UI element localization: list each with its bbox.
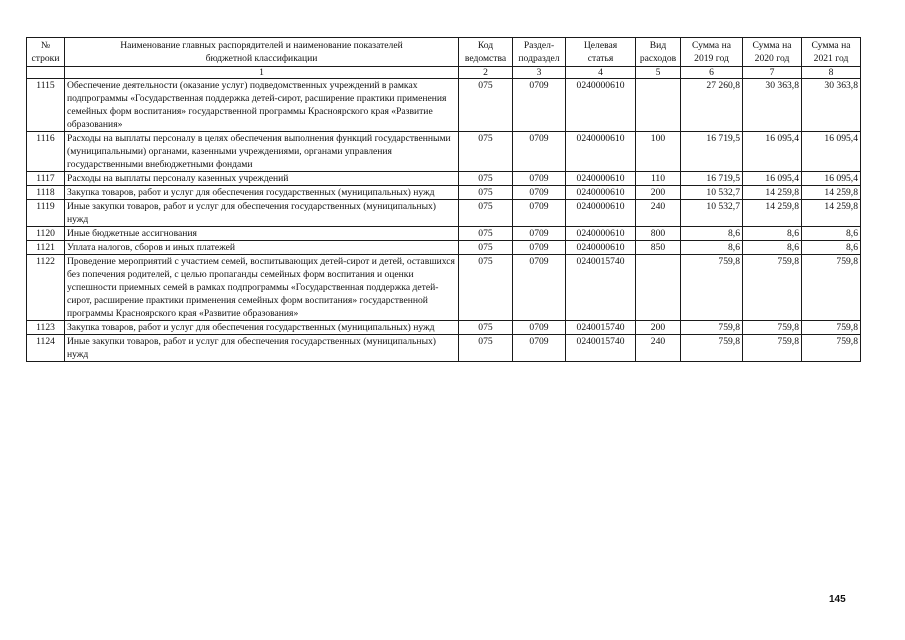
row-sum-2020: 759,8: [743, 335, 802, 362]
row-sum-2019: 759,8: [681, 321, 743, 335]
row-target-article: 0240000610: [566, 186, 636, 200]
table-row: [27, 172, 861, 186]
row-sum-2019: 759,8: [681, 255, 743, 321]
row-number: 1122: [27, 255, 65, 321]
row-section: 0709: [513, 186, 566, 200]
row-department-code: 075: [459, 227, 513, 241]
page-number: 145: [829, 594, 846, 605]
row-number: 1118: [27, 186, 65, 200]
row-expense-type: 240: [636, 200, 681, 227]
row-target-article: 0240000610: [566, 132, 636, 172]
table-row: [27, 321, 861, 335]
row-expense-type: 240: [636, 335, 681, 362]
row-sum-2020: 8,6: [743, 227, 802, 241]
row-name: Иные закупки товаров, работ и услуг для обеспечения государственных (муниципальных) нужд: [65, 335, 459, 362]
row-section: 0709: [513, 241, 566, 255]
column-number: 4: [566, 67, 636, 79]
table-row: [27, 132, 861, 172]
row-expense-type: [636, 79, 681, 132]
row-sum-2020: 759,8: [743, 321, 802, 335]
row-sum-2019: 16 719,5: [681, 172, 743, 186]
row-sum-2019: 8,6: [681, 227, 743, 241]
column-number: 2: [459, 67, 513, 79]
column-number-row: [27, 67, 861, 79]
row-department-code: 075: [459, 172, 513, 186]
header-sum-2021: Сумма на 2021 год: [802, 38, 861, 67]
row-section: 0709: [513, 200, 566, 227]
row-sum-2019: 8,6: [681, 241, 743, 255]
header-sum-2020: Сумма на 2020 год: [743, 38, 802, 67]
row-sum-2019: 10 532,7: [681, 200, 743, 227]
row-sum-2019: 16 719,5: [681, 132, 743, 172]
row-section: 0709: [513, 79, 566, 132]
row-target-article: 0240000610: [566, 172, 636, 186]
row-target-article: 0240000610: [566, 200, 636, 227]
row-name: Закупка товаров, работ и услуг для обеспечения государственных (муниципальных) нужд: [65, 321, 459, 335]
column-number: 6: [681, 67, 743, 79]
row-department-code: 075: [459, 255, 513, 321]
column-number: 7: [743, 67, 802, 79]
row-expense-type: 200: [636, 321, 681, 335]
row-number: 1121: [27, 241, 65, 255]
header-section: Раздел- подраздел: [513, 38, 566, 67]
table-row: [27, 186, 861, 200]
row-sum-2020: 30 363,8: [743, 79, 802, 132]
row-number: 1124: [27, 335, 65, 362]
row-name: Уплата налогов, сборов и иных платежей: [65, 241, 459, 255]
row-department-code: 075: [459, 186, 513, 200]
row-sum-2021: 759,8: [802, 321, 861, 335]
row-target-article: 0240015740: [566, 335, 636, 362]
row-sum-2020: 14 259,8: [743, 200, 802, 227]
row-section: 0709: [513, 335, 566, 362]
row-expense-type: [636, 255, 681, 321]
row-name: Проведение мероприятий с участием семей, воспитывающих детей-сирот и детей, оставшихся без попечения родителей, с целью пропаганды семейных форм воспитания и оценки успешности приемных семей в рамках подпрограммы «Государственная поддержка детей-сирот, расширение практики применения семейных форм воспитания» государственной программы Красноярского края «Развитие образования»: [65, 255, 459, 321]
row-expense-type: 110: [636, 172, 681, 186]
row-name: Закупка товаров, работ и услуг для обеспечения государственных (муниципальных) нужд: [65, 186, 459, 200]
row-name: Иные закупки товаров, работ и услуг для обеспечения государственных (муниципальных) нужд: [65, 200, 459, 227]
row-target-article: 0240000610: [566, 241, 636, 255]
row-sum-2021: 759,8: [802, 255, 861, 321]
row-target-article: 0240015740: [566, 255, 636, 321]
column-number: 1: [65, 67, 459, 79]
row-department-code: 075: [459, 241, 513, 255]
header-expense-type: Вид расходов: [636, 38, 681, 67]
row-name: Расходы на выплаты персоналу казенных учреждений: [65, 172, 459, 186]
row-target-article: 0240000610: [566, 227, 636, 241]
row-sum-2020: 16 095,4: [743, 132, 802, 172]
header-name: Наименование главных распорядителей и наименование показателей бюджетной классификации: [65, 38, 459, 67]
row-sum-2021: 16 095,4: [802, 132, 861, 172]
row-department-code: 075: [459, 335, 513, 362]
row-number: 1116: [27, 132, 65, 172]
table-row: [27, 255, 861, 321]
column-number: 3: [513, 67, 566, 79]
row-expense-type: 800: [636, 227, 681, 241]
row-section: 0709: [513, 255, 566, 321]
row-sum-2019: 10 532,7: [681, 186, 743, 200]
row-target-article: 0240015740: [566, 321, 636, 335]
row-department-code: 075: [459, 79, 513, 132]
row-sum-2020: 759,8: [743, 255, 802, 321]
row-name: Обеспечение деятельности (оказание услуг) подведомственных учреждений в рамках подпрограммы «Государственная поддержка детей-сирот, расширение практики применения семейных форм воспитания» государственной программы Красноярского края «Развитие образования»: [65, 79, 459, 132]
row-section: 0709: [513, 321, 566, 335]
row-number: 1115: [27, 79, 65, 132]
row-number: 1120: [27, 227, 65, 241]
table-row: [27, 335, 861, 362]
row-sum-2021: 30 363,8: [802, 79, 861, 132]
row-department-code: 075: [459, 321, 513, 335]
header-row: [27, 38, 861, 67]
row-expense-type: 850: [636, 241, 681, 255]
row-sum-2021: 14 259,8: [802, 200, 861, 227]
row-section: 0709: [513, 172, 566, 186]
row-department-code: 075: [459, 132, 513, 172]
row-sum-2021: 16 095,4: [802, 172, 861, 186]
header-sum-2019: Сумма на 2019 год: [681, 38, 743, 67]
row-sum-2020: 14 259,8: [743, 186, 802, 200]
table-row: [27, 241, 861, 255]
table-row: [27, 227, 861, 241]
row-sum-2021: 14 259,8: [802, 186, 861, 200]
row-sum-2019: 27 260,8: [681, 79, 743, 132]
row-number: 1119: [27, 200, 65, 227]
row-number: 1123: [27, 321, 65, 335]
row-expense-type: 100: [636, 132, 681, 172]
row-expense-type: 200: [636, 186, 681, 200]
row-sum-2019: 759,8: [681, 335, 743, 362]
header-target: Целевая статья: [566, 38, 636, 67]
row-number: 1117: [27, 172, 65, 186]
row-name: Иные бюджетные ассигнования: [65, 227, 459, 241]
row-target-article: 0240000610: [566, 79, 636, 132]
header-row-no: № строки: [27, 38, 65, 67]
table-row: [27, 200, 861, 227]
row-sum-2020: 8,6: [743, 241, 802, 255]
budget-table: [26, 37, 861, 362]
row-section: 0709: [513, 132, 566, 172]
row-name: Расходы на выплаты персоналу в целях обеспечения выполнения функций государственными (муниципальными) органами, казенными учреждениями, органами управления государственными внебюджетными фондами: [65, 132, 459, 172]
row-sum-2021: 759,8: [802, 335, 861, 362]
column-number: 8: [802, 67, 861, 79]
row-sum-2021: 8,6: [802, 227, 861, 241]
table-row: [27, 79, 861, 132]
header-department: Код ведомства: [459, 38, 513, 67]
row-sum-2020: 16 095,4: [743, 172, 802, 186]
row-section: 0709: [513, 227, 566, 241]
column-number: [27, 67, 65, 79]
row-department-code: 075: [459, 200, 513, 227]
row-sum-2021: 8,6: [802, 241, 861, 255]
column-number: 5: [636, 67, 681, 79]
